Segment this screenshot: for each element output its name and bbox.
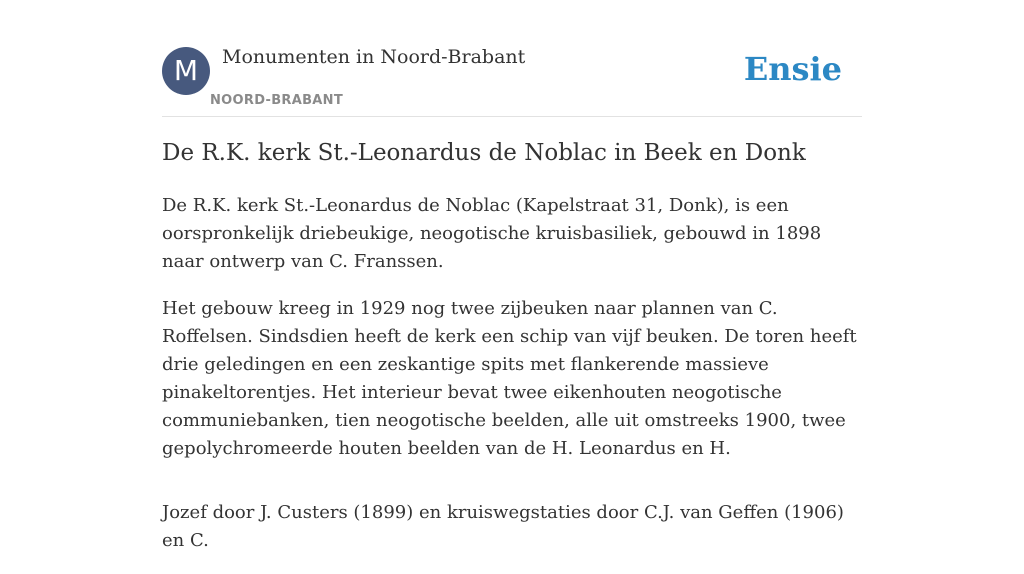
site-header — [162, 0, 862, 117]
brand-logo[interactable]: Ensie — [743, 50, 842, 88]
article-paragraph: Jozef door J. Custers (1899) en kruiswegstaties door C.J. van Geffen (1906) en C. — [162, 502, 844, 551]
article-body — [162, 192, 862, 574]
page-container — [162, 0, 862, 551]
article-title: De R.K. kerk St.-Leonardus de Noblac in Beek en Donk — [162, 140, 806, 166]
category-link[interactable]: NOORD-BRABANT — [210, 93, 344, 108]
article-paragraph: De R.K. kerk St.-Leonardus de Noblac (Kapelstraat 31, Donk), is een oorspronkelijk driebeukige, neogotische kruisbasiliek, gebouwd in 1898 naar ontwerp van C. Franssen. — [162, 195, 822, 272]
site-avatar[interactable]: M — [162, 47, 210, 95]
site-title-link[interactable]: Monumenten in Noord-Brabant — [222, 46, 526, 68]
article-paragraph: Het gebouw kreeg in 1929 nog twee zijbeuken naar plannen van C. Roffelsen. Sindsdien heeft de kerk een schip van vijf beuken. De toren heeft drie geledingen en een zeskantige spits met flankerende massieve pinakeltorentjes. Het interieur bevat twee eikenhouten neogotische communiebanken, tien neogotische beelden, alle uit omstreeks 1900, twee gepolychromeerde houten beelden van de H. Leonardus en H. — [162, 298, 857, 459]
